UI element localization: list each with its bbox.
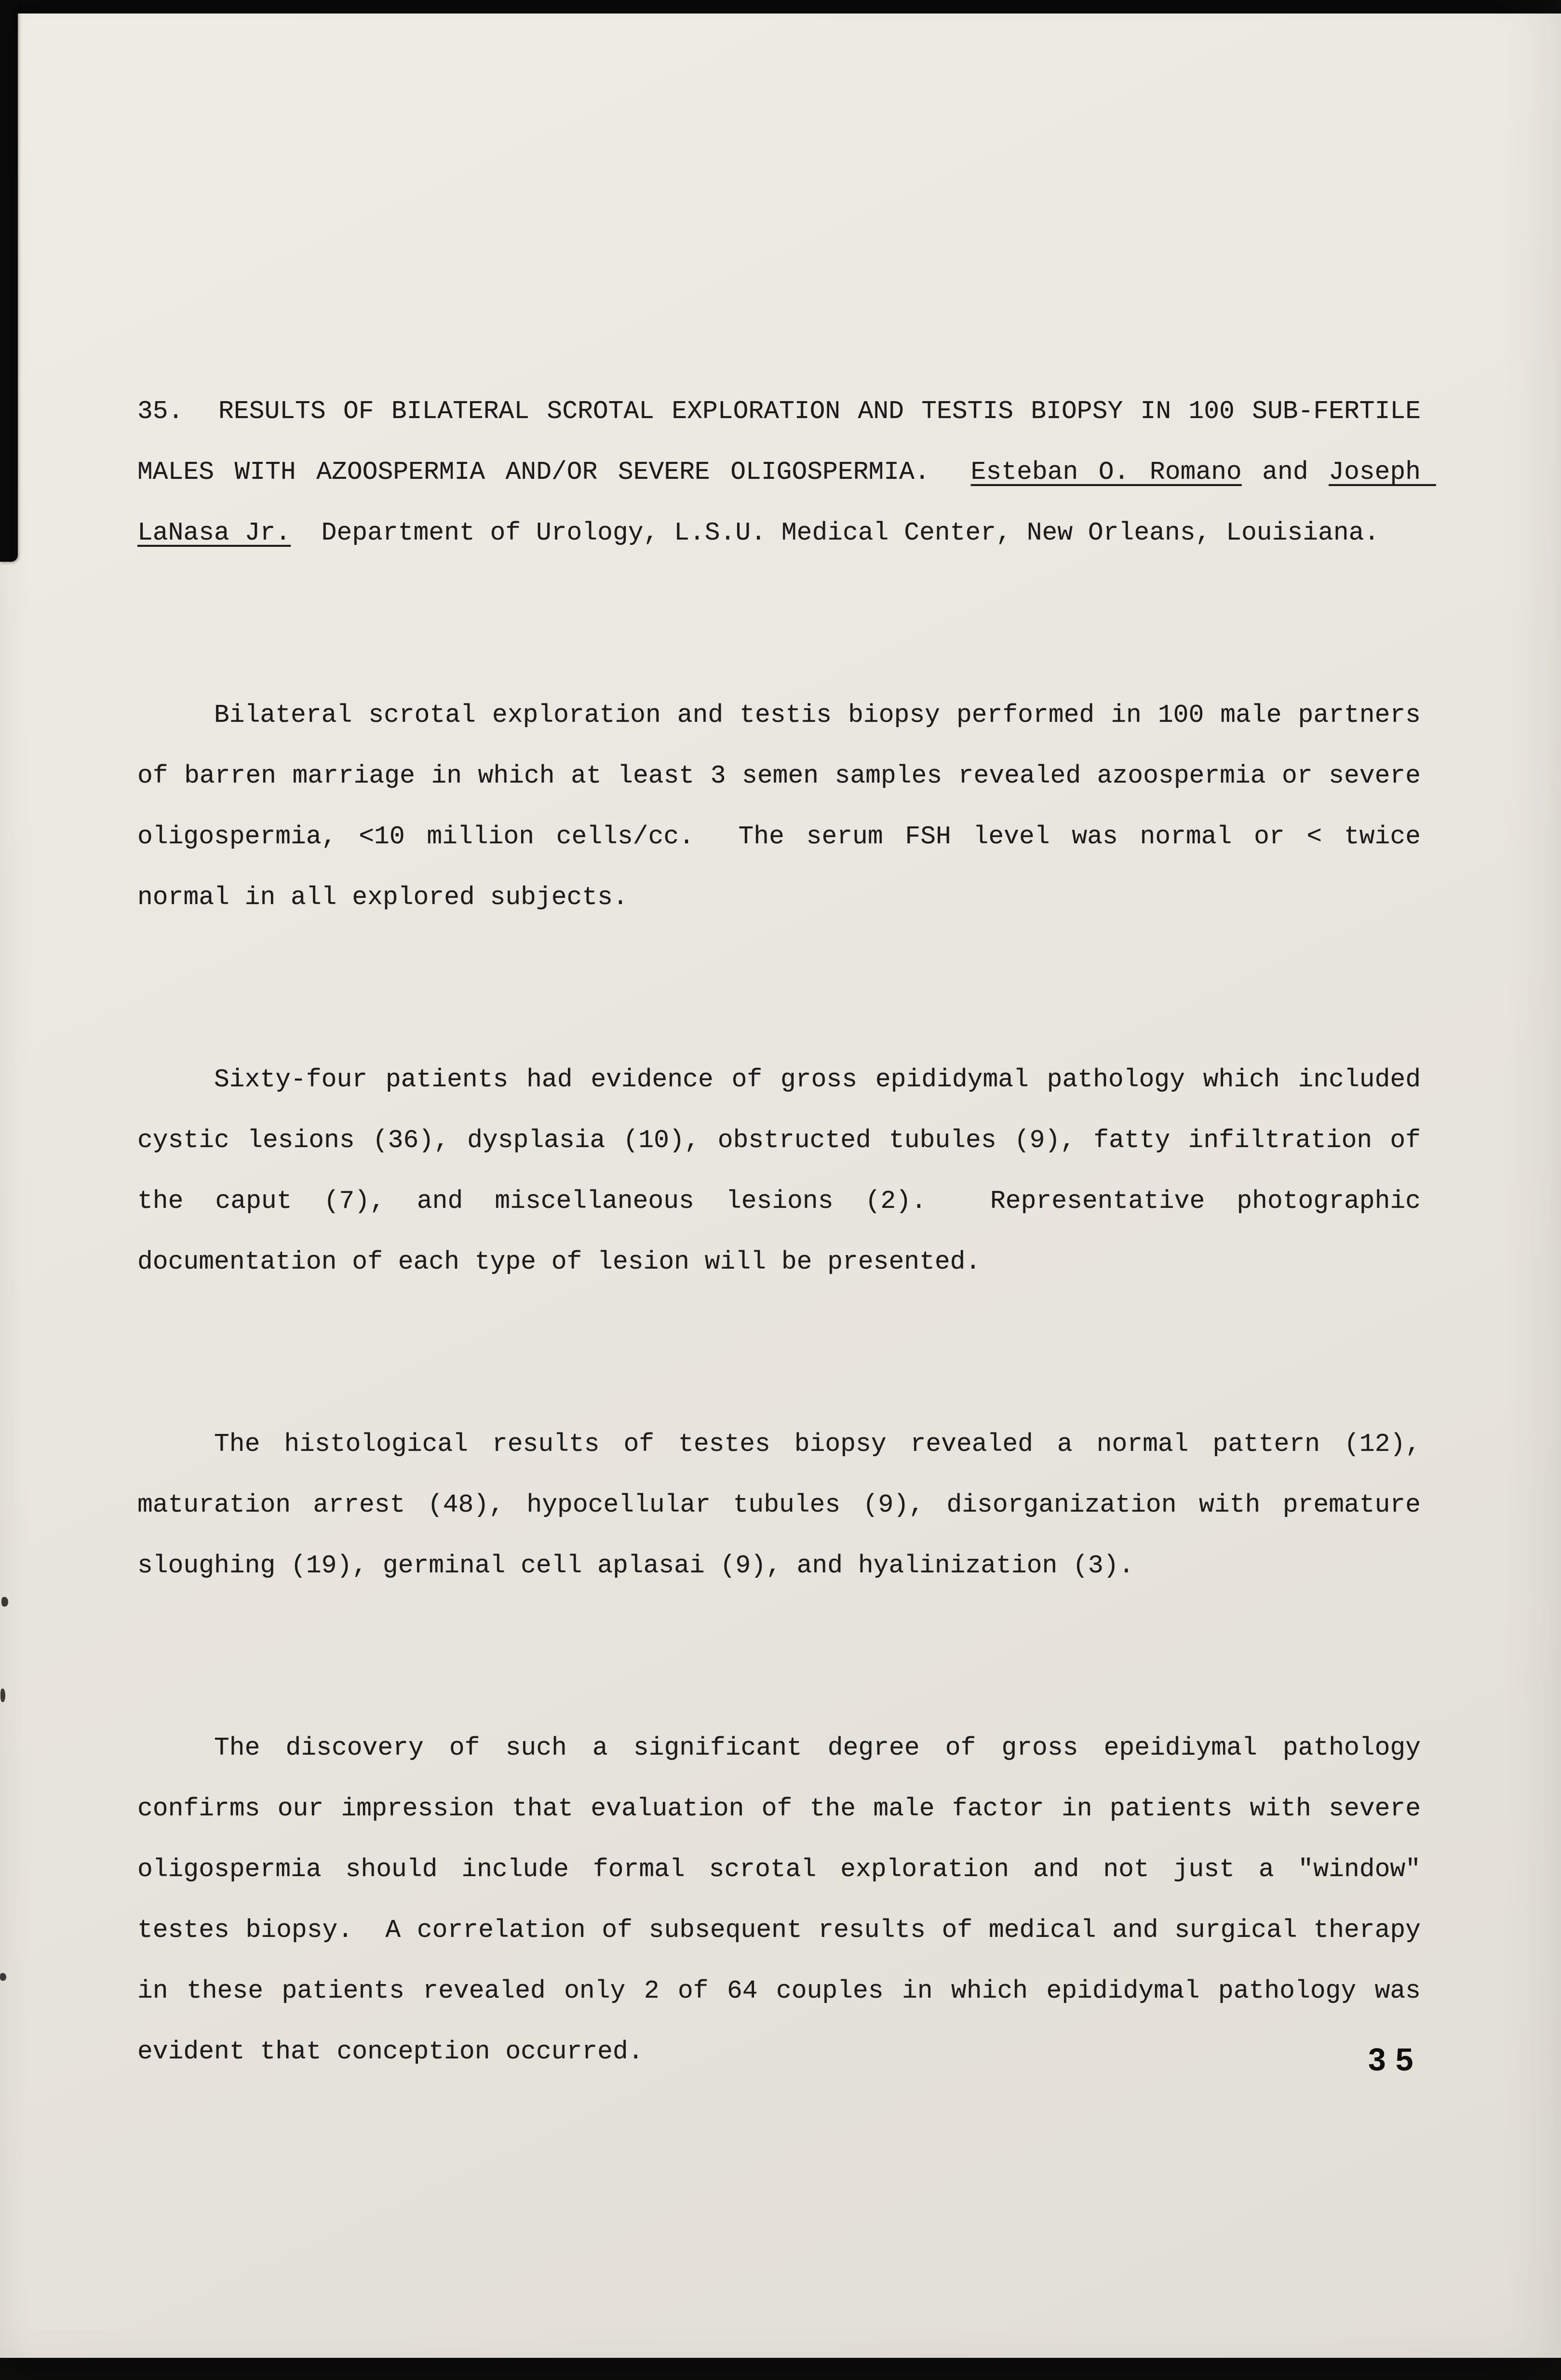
scan-speck xyxy=(1,1597,8,1607)
paragraph-conclusion: The discovery of such a significant degree of gross epeidiymal pathology confirms our impression that evaluation of the male factor in patients with severe oligospermia should include formal scrotal exploration and not just a "window" testes biopsy. A correlation of subsequent results of medical and surgical therapy in these patients revealed only 2 of 64 couples in which epididymal pathology was evident that conception occurred. xyxy=(137,1733,1436,2066)
paragraph-epididymal-findings: Sixty-four patients had evidence of gross epididymal pathology which included cystic lesions (36), dysplasia (10), obstructed tubules (9), fatty infiltration of the caput (7), and miscellaneous lesions (2). Representative photographic documentation of each type of lesion will be presented. xyxy=(137,1065,1436,1276)
scan-edge-left xyxy=(0,0,18,562)
author-1: Esteban O. Romano xyxy=(970,458,1242,487)
page-number: 35 xyxy=(1368,2042,1423,2077)
abstract-title: RESULTS OF BILATERAL SCROTAL EXPLORATION AND TESTIS BIOPSY IN 100 SUB-FERTILE MALES WITH AZOOSPERMIA AND/OR SEVERE OLIGOSPERMIA. xyxy=(137,397,1436,487)
scan-edge-top xyxy=(0,0,1561,14)
abstract-heading xyxy=(137,381,1436,563)
abstract-number: 35. xyxy=(137,397,184,426)
scan-speck xyxy=(0,1973,6,1981)
scan-speck xyxy=(0,1689,5,1702)
author-2: Joseph LaNasa Jr. xyxy=(137,458,1436,547)
abstract-text-block xyxy=(137,259,1436,2204)
affiliation: Department of Urology, L.S.U. Medical Center, New Orleans, Louisiana. xyxy=(291,518,1380,547)
author-conjunction: and xyxy=(1241,458,1329,487)
paragraph-study-population: Bilateral scrotal exploration and testis biopsy performed in 100 male partners of barren marriage in which at least 3 semen samples revealed azoospermia or severe oligospermia, <10 million cells/cc. The serum FSH level was normal or < twice normal in all explored subjects. xyxy=(137,701,1436,912)
paragraph-histology-results: The histological results of testes biopsy revealed a normal pattern (12), maturation arrest (48), hypocellular tubules (9), disorganization with premature sloughing (19), germinal cell aplasai (9), and hyalinization (3). xyxy=(137,1430,1436,1580)
scan-edge-bottom xyxy=(0,2358,1561,2380)
